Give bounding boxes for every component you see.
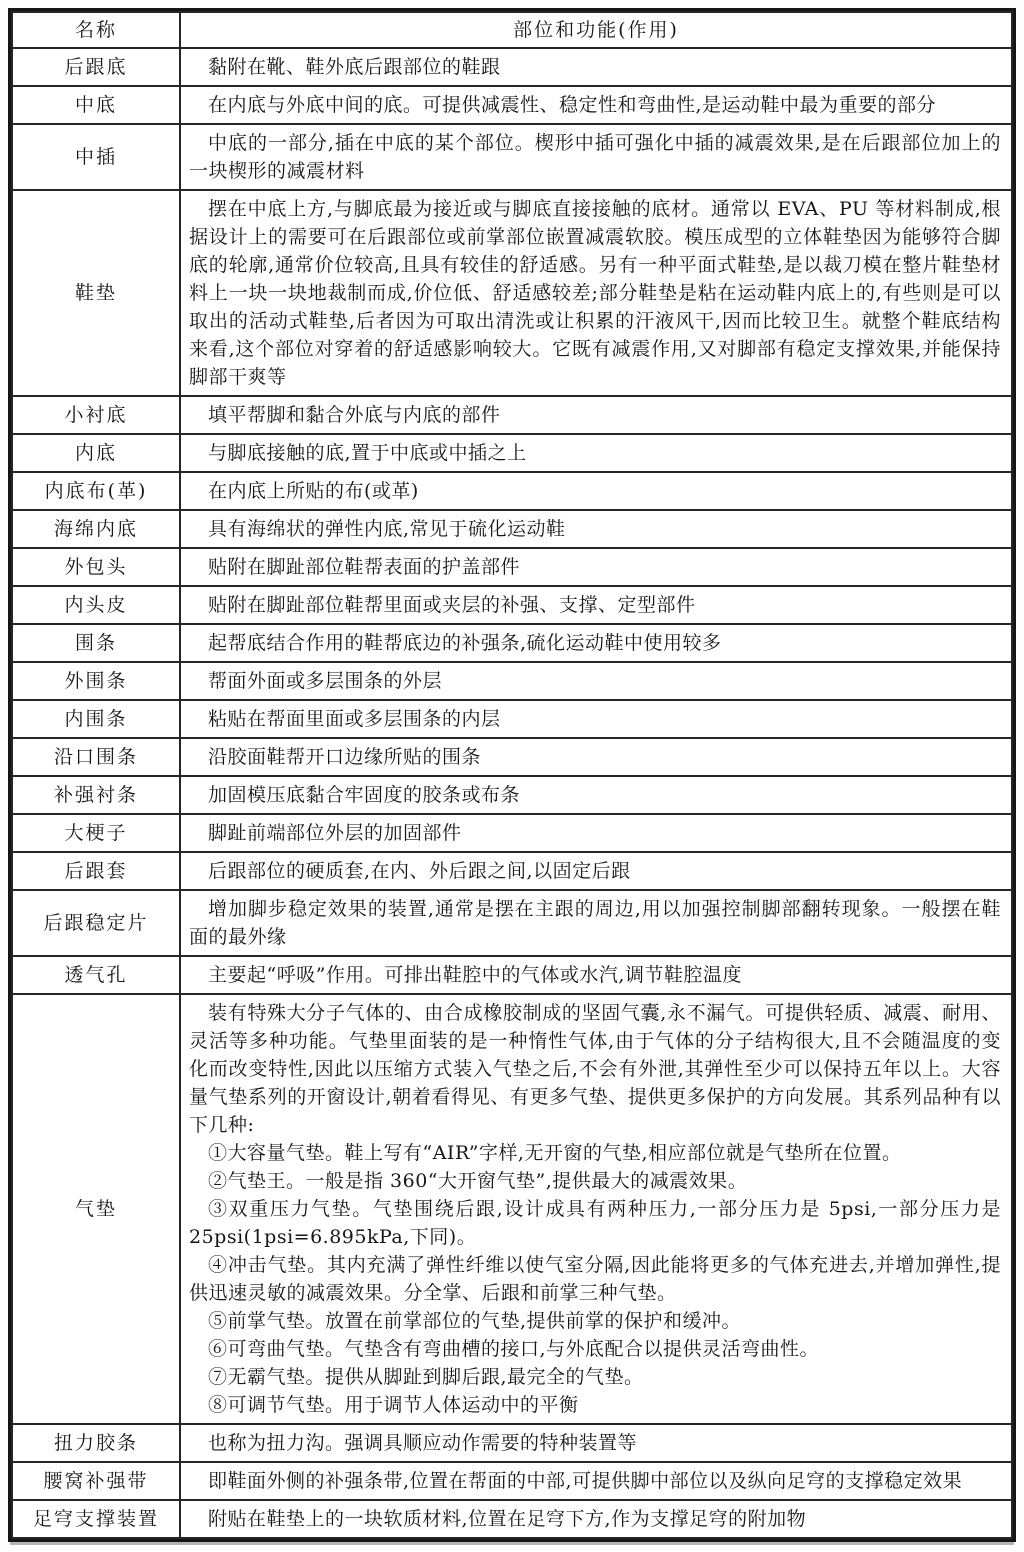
table-row (12, 586, 1012, 624)
part-name: 气垫 (12, 994, 180, 1424)
table-row (12, 1462, 1012, 1500)
part-description (180, 434, 1012, 472)
table-border-frame (8, 8, 1016, 1542)
description-paragraph: ①大容量气垫。鞋上写有“AIR”字样,无开窗的气垫,相应部位就是气垫所在位置。 (208, 1142, 902, 1164)
part-name: 补强衬条 (12, 776, 180, 814)
table-header (12, 12, 1012, 48)
description-paragraph: 增加脚步稳定效果的装置,通常是摆在主跟的周边,用以加强控制脚部翻转现象。一般摆在鞋面的最外缘 (189, 898, 1001, 948)
description-paragraph: 粘贴在帮面里面或多层围条的内层 (208, 708, 501, 730)
table-row (12, 396, 1012, 434)
description-paragraph: 装有特殊大分子气体的、由合成橡胶制成的坚固气囊,永不漏气。可提供轻质、减震、耐用、灵活等多种功能。气垫里面装的是一种惰性气体,由于气体的分子结构很大,且不会随温度的变化而改变特性,因此以压缩方式装入气垫之后,不会有外泄,其弹性至少可以保持五年以上。大容量气垫系列的开窗设计,朝着看得见、有更多气垫、提供更多保护的方向发展。其系列品种有以下几种: (189, 1002, 1001, 1136)
table-row (12, 48, 1012, 86)
table-body (12, 48, 1012, 1538)
part-description (180, 890, 1012, 956)
description-paragraph: 后跟部位的硬质套,在内、外后跟之间,以固定后跟 (208, 860, 631, 882)
table-row (12, 86, 1012, 124)
part-name: 大梗子 (12, 814, 180, 852)
part-name: 扭力胶条 (12, 1424, 180, 1462)
description-paragraph: 脚趾前端部位外层的加固部件 (208, 822, 462, 844)
table-row (12, 548, 1012, 586)
description-paragraph: ⑦无霸气垫。提供从脚趾到脚后跟,最完全的气垫。 (208, 1366, 644, 1388)
part-description (180, 86, 1012, 124)
part-name: 内底 (12, 434, 180, 472)
table-row (12, 624, 1012, 662)
part-name: 内底布(革) (12, 472, 180, 510)
header-cell-function: 部位和功能(作用) (180, 12, 1012, 48)
description-paragraph: 具有海绵状的弹性内底,常见于硫化运动鞋 (208, 518, 566, 540)
description-paragraph: 贴附在脚趾部位鞋帮表面的护盖部件 (208, 556, 521, 578)
part-name: 透气孔 (12, 956, 180, 994)
header-row (12, 12, 1012, 48)
table-row (12, 814, 1012, 852)
part-description (180, 1462, 1012, 1500)
table-row (12, 190, 1012, 396)
part-description (180, 738, 1012, 776)
table-row (12, 994, 1012, 1424)
description-paragraph: ⑤前掌气垫。放置在前掌部位的气垫,提供前掌的保护和缓冲。 (208, 1310, 742, 1332)
part-description (180, 586, 1012, 624)
part-name: 围条 (12, 624, 180, 662)
description-paragraph: ④冲击气垫。其内充满了弹性纤维以使气室分隔,因此能将更多的气体充进去,并增加弹性,提供迅速灵敏的减震效果。分全掌、后跟和前掌三种气垫。 (189, 1254, 1001, 1304)
table-row (12, 1424, 1012, 1462)
part-name: 腰窝补强带 (12, 1462, 180, 1500)
description-paragraph: 与脚底接触的底,置于中底或中插之上 (208, 442, 527, 464)
description-paragraph: 加固模压底黏合牢固度的胶条或布条 (208, 784, 521, 806)
part-name: 小衬底 (12, 396, 180, 434)
part-description (180, 1500, 1012, 1538)
table-row (12, 510, 1012, 548)
description-paragraph: 帮面外面或多层围条的外层 (208, 670, 443, 692)
part-name: 沿口围条 (12, 738, 180, 776)
part-description (180, 472, 1012, 510)
header-cell-name: 名称 (12, 12, 180, 48)
part-description (180, 624, 1012, 662)
part-description (180, 510, 1012, 548)
description-paragraph: 摆在中底上方,与脚底最为接近或与脚底直接接触的底材。通常以 EVA、PU 等材料制成,根据设计上的需要可在后跟部位或前掌部位嵌置减震软胶。模压成型的立体鞋垫因为能够符合脚底的轮廓,通常价位较高,且具有较佳的舒适感。另有一种平面式鞋垫,是以裁刀模在整片鞋垫材料上一块一块地裁制而成,价位低、舒适感较差;部分鞋垫是粘在运动鞋内底上的,有些则是可以取出的活动式鞋垫,后者因为可取出清洗或让积累的汗液风干,因而比较卫生。就整个鞋底结构来看,这个部位对穿着的舒适感影响较大。它既有减震作用,又对脚部有稳定支撑效果,并能保持脚部干爽等 (189, 198, 1001, 388)
part-description (180, 956, 1012, 994)
part-description (180, 662, 1012, 700)
table-row (12, 434, 1012, 472)
description-paragraph: 黏附在靴、鞋外底后跟部位的鞋跟 (208, 56, 501, 78)
shoe-parts-table (11, 11, 1013, 1539)
description-paragraph: 附贴在鞋垫上的一块软质材料,位置在足穹下方,作为支撑足穹的附加物 (208, 1508, 807, 1530)
description-paragraph: ⑧可调节气垫。用于调节人体运动中的平衡 (208, 1394, 579, 1416)
description-paragraph: 填平帮脚和黏合外底与内底的部件 (208, 404, 501, 426)
part-description (180, 814, 1012, 852)
part-name: 中插 (12, 124, 180, 190)
description-paragraph: 起帮底结合作用的鞋帮底边的补强条,硫化运动鞋中使用较多 (208, 632, 722, 654)
part-description (180, 548, 1012, 586)
description-paragraph: 沿胶面鞋帮开口边缘所贴的围条 (208, 746, 482, 768)
table-row (12, 852, 1012, 890)
part-name: 后跟稳定片 (12, 890, 180, 956)
table-row (12, 956, 1012, 994)
part-name: 中底 (12, 86, 180, 124)
part-description (180, 396, 1012, 434)
part-description (180, 700, 1012, 738)
part-name: 内头皮 (12, 586, 180, 624)
description-paragraph: ②气垫王。一般是指 360“大开窗气垫”,提供最大的减震效果。 (208, 1170, 748, 1192)
table-row (12, 124, 1012, 190)
description-paragraph: 贴附在脚趾部位鞋帮里面或夹层的补强、支撑、定型部件 (208, 594, 696, 616)
part-name: 海绵内底 (12, 510, 180, 548)
description-paragraph: 在内底上所贴的布(或革) (208, 480, 419, 502)
description-paragraph: ③双重压力气垫。气垫围绕后跟,设计成具有两种压力,一部分压力是 5psi,一部分压力是 25psi(1psi=6.895kPa,下同)。 (189, 1198, 1001, 1248)
table-row (12, 472, 1012, 510)
description-paragraph: 也称为扭力沟。强调具顺应动作需要的特种装置等 (208, 1432, 638, 1454)
table-row (12, 776, 1012, 814)
part-description (180, 776, 1012, 814)
table-row (12, 738, 1012, 776)
part-description (180, 852, 1012, 890)
part-description (180, 190, 1012, 396)
table-row (12, 700, 1012, 738)
part-name: 鞋垫 (12, 190, 180, 396)
description-paragraph: 主要起“呼吸”作用。可排出鞋腔中的气体或水汽,调节鞋腔温度 (208, 964, 742, 986)
description-paragraph: ⑥可弯曲气垫。气垫含有弯曲槽的接口,与外底配合以提供灵活弯曲性。 (208, 1338, 820, 1360)
part-name: 后跟套 (12, 852, 180, 890)
part-name: 外围条 (12, 662, 180, 700)
part-description (180, 994, 1012, 1424)
description-paragraph: 在内底与外底中间的底。可提供减震性、稳定性和弯曲性,是运动鞋中最为重要的部分 (208, 94, 937, 116)
part-description (180, 1424, 1012, 1462)
table-row (12, 662, 1012, 700)
description-paragraph: 中底的一部分,插在中底的某个部位。楔形中插可强化中插的减震效果,是在后跟部位加上的一块楔形的减震材料 (189, 132, 1001, 182)
part-name: 后跟底 (12, 48, 180, 86)
table-row (12, 1500, 1012, 1538)
part-name: 内围条 (12, 700, 180, 738)
part-description (180, 48, 1012, 86)
table-row (12, 890, 1012, 956)
part-name: 外包头 (12, 548, 180, 586)
part-name: 足穹支撑装置 (12, 1500, 180, 1538)
part-description (180, 124, 1012, 190)
description-paragraph: 即鞋面外侧的补强条带,位置在帮面的中部,可提供脚中部位以及纵向足穹的支撑稳定效果 (208, 1470, 963, 1492)
